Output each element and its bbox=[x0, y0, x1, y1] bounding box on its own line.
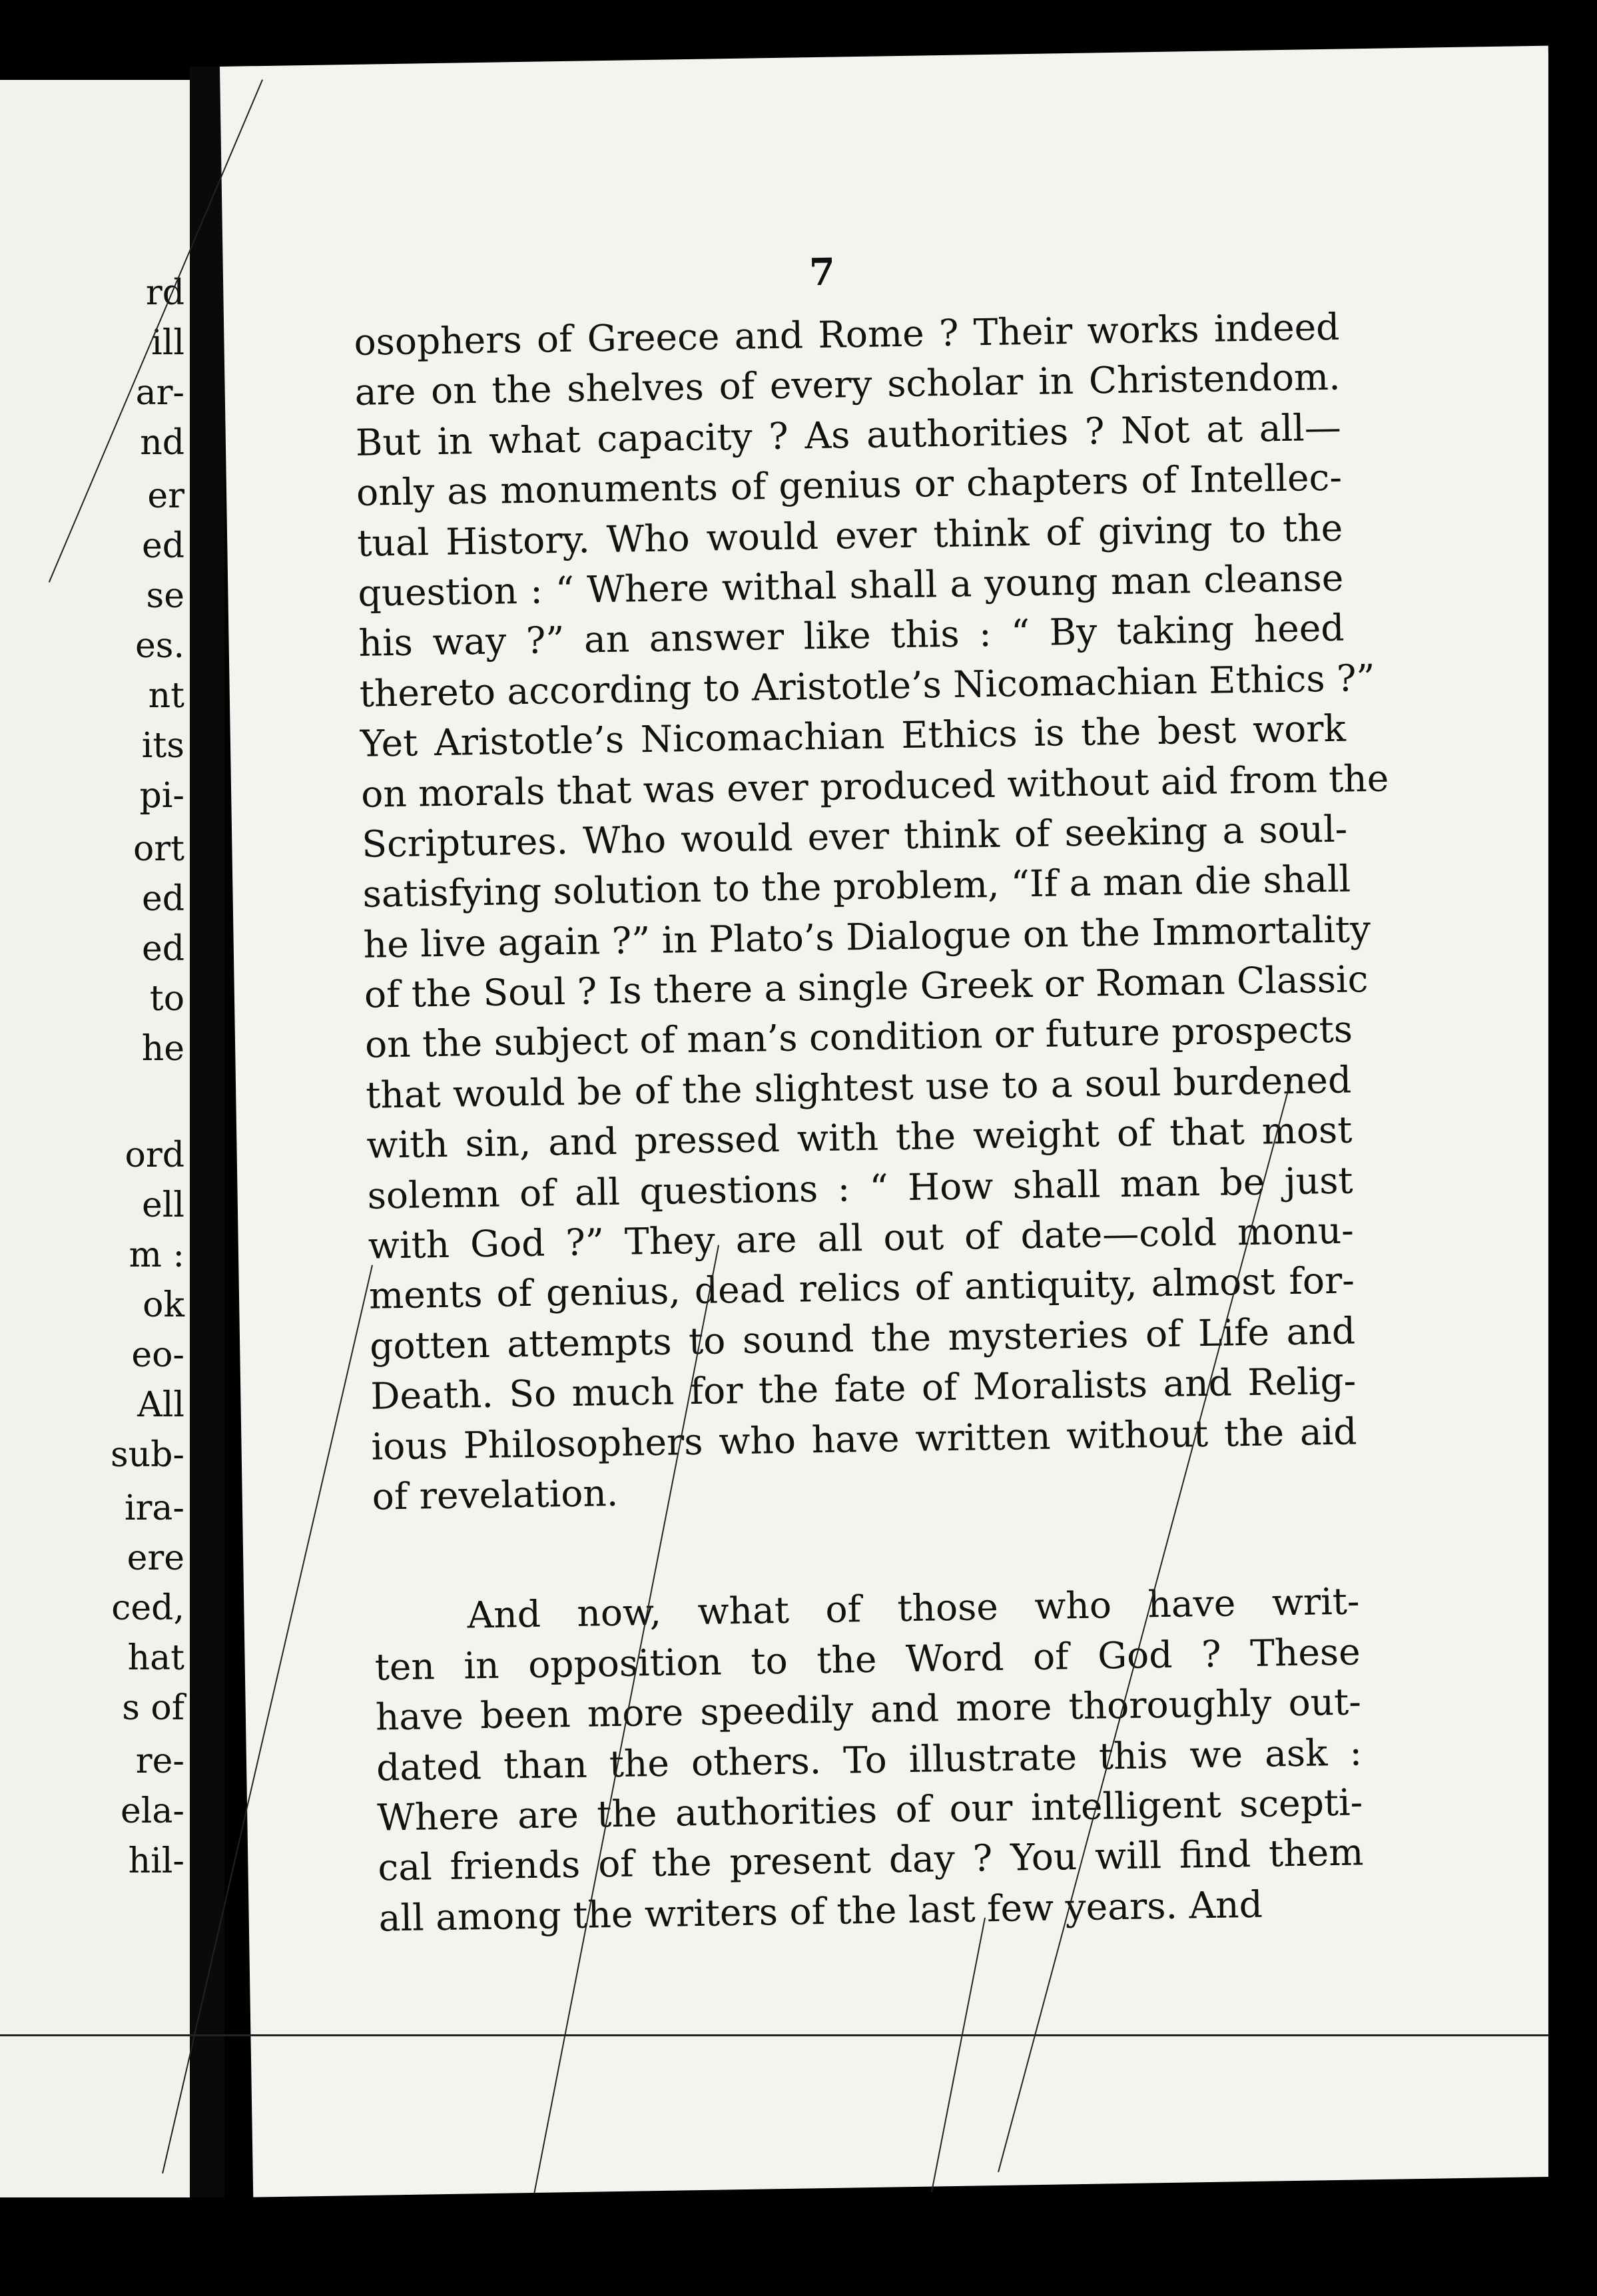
text-line: solemn of all questions : “ How shall man be just bbox=[367, 1159, 1353, 1217]
left-fragment-line: All bbox=[137, 1385, 184, 1425]
left-fragment-line: ill bbox=[151, 323, 184, 363]
left-fragment-line: its bbox=[141, 726, 184, 766]
text-line: And now, what of those who have writ- bbox=[467, 1579, 1360, 1637]
text-line: with God ?” They are all out of date—cold monu- bbox=[368, 1209, 1355, 1267]
right-border bbox=[1548, 53, 1597, 2296]
left-fragment-line: ord bbox=[125, 1135, 184, 1175]
text-line: tual History. Who would ever think of giving to the bbox=[356, 506, 1343, 565]
left-fragment-line: ere bbox=[127, 1538, 184, 1578]
text-line: of the Soul ? Is there a single Greek or Roman Classic bbox=[364, 958, 1369, 1016]
text-line: Yet Aristotle’s Nicomachian Ethics is the best work bbox=[360, 707, 1347, 765]
text-line: are on the shelves of every scholar in Christendom. bbox=[354, 356, 1341, 414]
text-line: But in what capacity ? As authorities ? Not at all— bbox=[355, 406, 1342, 464]
left-fragment-line: he bbox=[141, 1029, 184, 1069]
left-fragment-line: rd bbox=[145, 273, 184, 313]
text-line: he live again ?” in Plato’s Dialogue on the Immortality bbox=[363, 907, 1371, 966]
text-line: Death. So much for the fate of Moralists and Relig- bbox=[370, 1359, 1357, 1418]
text-line: on the subject of man’s condition or future prospects bbox=[364, 1007, 1353, 1067]
left-fragment-line: ort bbox=[133, 829, 184, 869]
body-text bbox=[354, 302, 1389, 1944]
left-fragment-line: ira- bbox=[124, 1488, 184, 1528]
left-fragment-line: ed bbox=[141, 879, 184, 919]
left-fragment-line: m : bbox=[129, 1235, 184, 1275]
left-fragment-line: er bbox=[147, 476, 184, 516]
text-line: cal friends of the present day ? You will find them bbox=[378, 1831, 1364, 1889]
text-line: Scriptures. Who would ever think of seeking a soul- bbox=[361, 807, 1348, 866]
text-line: thereto according to Aristotle’s Nicomachian Ethics ?” bbox=[359, 656, 1376, 715]
text-line: osophers of Greece and Rome ? Their works indeed bbox=[354, 305, 1340, 364]
left-fragment-line: ed bbox=[141, 929, 184, 969]
left-fragment-line: ela- bbox=[121, 1791, 184, 1831]
main-page bbox=[220, 46, 1582, 2197]
text-line: dated than the others. To illustrate this we ask : bbox=[376, 1730, 1363, 1789]
paragraph-2 bbox=[374, 1577, 1365, 1944]
left-page-fragment bbox=[0, 80, 190, 2197]
left-fragment-line: es. bbox=[135, 626, 184, 666]
left-fragment-line: pi- bbox=[139, 776, 184, 816]
left-fragment-line: sub- bbox=[110, 1435, 184, 1475]
left-fragment-line: ok bbox=[143, 1285, 184, 1325]
text-line: question : “ Where withal shall a young man cleanse bbox=[357, 556, 1344, 615]
left-fragment-line: ed bbox=[141, 526, 184, 566]
text-line: with sin, and pressed with the weight of that most bbox=[366, 1108, 1353, 1167]
paragraph-1 bbox=[354, 302, 1389, 1522]
left-fragment-line: ar- bbox=[135, 373, 184, 413]
text-line: only as monuments of genius or chapters of Intellec- bbox=[356, 455, 1343, 515]
text-line: on morals that was ever produced without aid from the bbox=[360, 756, 1389, 816]
text-line: ious Philosophers who have written without the aid bbox=[371, 1410, 1357, 1468]
left-fragment-line: nd bbox=[140, 423, 184, 463]
text-line: have been more speedily and more thoroughly out- bbox=[375, 1680, 1362, 1739]
bottom-rule bbox=[0, 2034, 1597, 2036]
left-fragment-line: hil- bbox=[128, 1841, 184, 1881]
text-line: that would be of the slightest use to a soul burdened bbox=[365, 1058, 1352, 1117]
text-line: ten in opposition to the Word of God ? These bbox=[374, 1630, 1361, 1689]
left-fragment-line: se bbox=[146, 576, 184, 616]
left-fragment-line: re- bbox=[135, 1741, 184, 1781]
left-fragment-line: hat bbox=[127, 1638, 184, 1678]
text-line: satisfying solution to the problem, “If a man die shall bbox=[362, 857, 1351, 916]
left-fragment-line: ell bbox=[141, 1185, 184, 1225]
page-number: 7 bbox=[808, 250, 836, 295]
left-fragment-line: to bbox=[149, 979, 184, 1019]
text-line: all among the writers of the last few years. And bbox=[378, 1882, 1263, 1940]
left-fragment-line: eo- bbox=[131, 1335, 184, 1375]
text-line: ments of genius, dead relics of antiquity, almost for- bbox=[368, 1259, 1355, 1318]
text-line: his way ?” an answer like this : “ By taking heed bbox=[358, 606, 1345, 665]
bottom-border bbox=[0, 2197, 1597, 2296]
left-fragment-line: ced, bbox=[111, 1588, 184, 1628]
text-line: of revelation. bbox=[372, 1471, 619, 1518]
left-fragment-line: nt bbox=[148, 676, 184, 716]
text-line: Where are the authorities of our intelligent scepti- bbox=[376, 1781, 1363, 1839]
text-line: gotten attempts to sound the mysteries of Life and bbox=[369, 1309, 1356, 1368]
book-gutter bbox=[190, 67, 224, 2204]
left-fragment-line: s of bbox=[122, 1688, 184, 1728]
